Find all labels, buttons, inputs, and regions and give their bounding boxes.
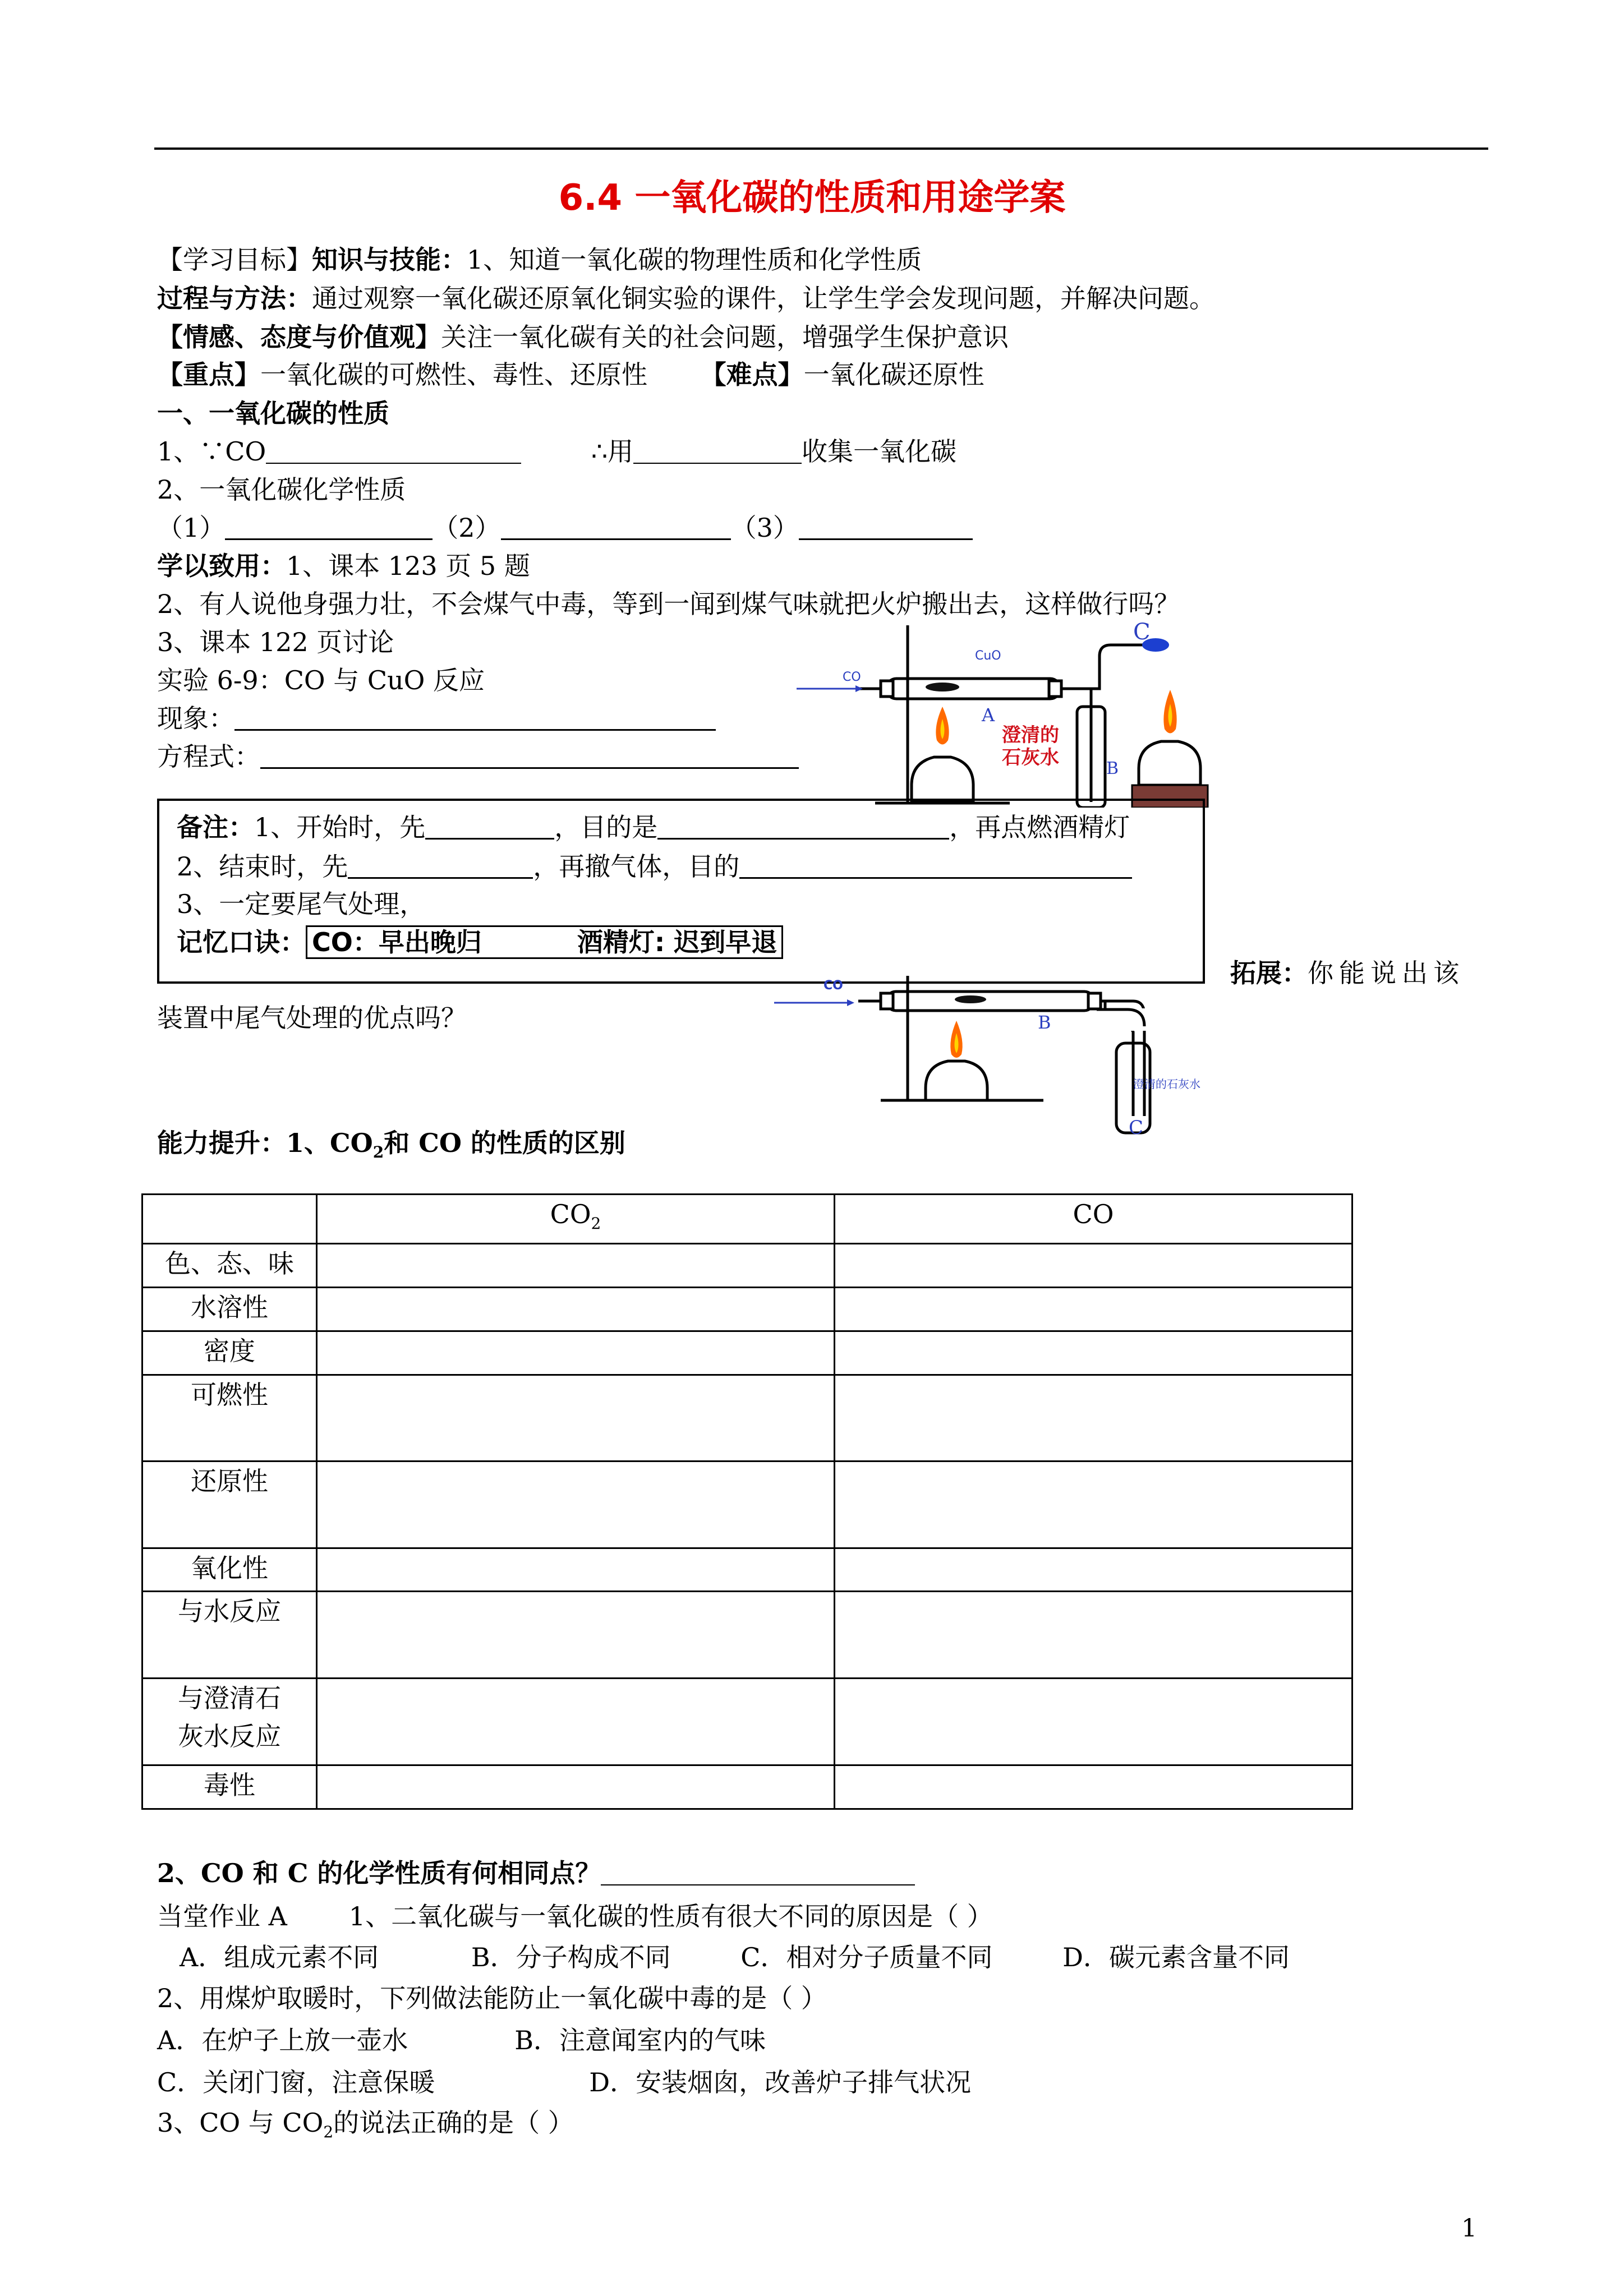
question-2-blanks xyxy=(157,508,973,547)
question-2: 2、一氧化碳化学性质 xyxy=(157,474,406,505)
row-label: 密度 xyxy=(142,1331,317,1375)
q1-option-b[interactable]: B．分子构成不同 xyxy=(471,1942,671,1972)
row-label: 色、态、味 xyxy=(142,1244,317,1288)
key-point-text: 一氧化碳的可燃性、毒性、还原性 xyxy=(260,359,647,390)
table-head-co: CO xyxy=(835,1195,1352,1244)
notes-blank2[interactable] xyxy=(657,811,949,840)
q2-option-c[interactable]: C．关闭门窗，注意保暖 xyxy=(157,2067,435,2097)
fig2-limewater-label: 澄清的石灰水 xyxy=(1133,1077,1200,1091)
fig1-limewater-label2: 石灰水 xyxy=(1002,746,1059,769)
ability-line xyxy=(157,1123,625,1172)
notes-l1-b: ，目的是 xyxy=(554,812,658,842)
memo-lamp: 酒精灯: 迟到早退 xyxy=(577,927,778,957)
fig1-label-a: A xyxy=(982,704,995,726)
homework-q2: 2、用煤炉取暖时，下列做法能防止一氧化碳中毒的是（ ） xyxy=(157,1983,827,2013)
phenomenon-label: 现象： xyxy=(157,703,234,734)
objectives-bracket: 【学习目标】 xyxy=(157,245,312,275)
q2-item3-label: （3） xyxy=(730,513,799,543)
table-corner xyxy=(142,1195,317,1244)
q1-blank2[interactable] xyxy=(633,436,802,464)
notes-l1-c: ，再点燃酒精灯 xyxy=(949,812,1130,842)
co2-cell[interactable] xyxy=(317,1461,835,1548)
row-label: 还原性 xyxy=(142,1461,317,1548)
apply-line3: 3、课本 122 页讨论 xyxy=(157,627,394,657)
q1-middle: ∴用 xyxy=(591,436,634,467)
process-label: 过程与方法： xyxy=(157,283,312,313)
co-cell[interactable] xyxy=(835,1288,1352,1331)
notes-line1 xyxy=(177,808,1130,847)
fig1-label-b: B xyxy=(1106,759,1119,778)
phenomenon-line xyxy=(157,699,716,738)
co2-cell[interactable] xyxy=(317,1765,835,1809)
objectives-line1 xyxy=(157,240,922,279)
apparatus-figure-2 xyxy=(774,976,1257,1138)
co-cell[interactable] xyxy=(835,1679,1352,1765)
difficulty-label: 【难点】 xyxy=(700,359,804,390)
co2-cell[interactable] xyxy=(317,1679,835,1765)
ability-text-b: 和 CO 的性质的区别 xyxy=(384,1128,625,1158)
exhaust-tube xyxy=(1060,645,1144,689)
q2-option-a[interactable]: A．在炉子上放一壶水 xyxy=(157,2025,408,2055)
extension-label-line xyxy=(1230,953,1465,993)
co2-cell[interactable] xyxy=(317,1288,835,1331)
page-number: 1 xyxy=(1461,2214,1477,2243)
q2-blank1[interactable] xyxy=(225,511,433,540)
table-row xyxy=(142,1765,1352,1809)
co-cell[interactable] xyxy=(835,1765,1352,1809)
table-row xyxy=(142,1679,1352,1765)
homework-q1-options xyxy=(180,1938,1290,1977)
homework-label: 当堂作业 A xyxy=(157,1901,287,1931)
q1-option-d[interactable]: D．碳元素含量不同 xyxy=(1062,1942,1290,1972)
q1-prefix: 1、∵CO xyxy=(157,436,266,467)
same-property-text: 2、CO 和 C 的化学性质有何相同点？ xyxy=(157,1858,601,1888)
homework-q1-line xyxy=(157,1897,993,1936)
emotion-text: 关注一氧化碳有关的社会问题，增强学生保护意识 xyxy=(441,322,1009,352)
memo-label: 记忆口诀： xyxy=(177,927,306,957)
notes-line2 xyxy=(177,847,1132,886)
notes-l2-b: ，再撤气体，目的 xyxy=(533,851,740,882)
extension-text1: 你能说出该 xyxy=(1308,958,1465,988)
phenomenon-blank[interactable] xyxy=(234,702,716,731)
notes-label: 备注： xyxy=(177,812,254,842)
alcohol-lamp-2 xyxy=(926,1061,987,1100)
q1-blank1[interactable] xyxy=(266,436,521,464)
ability-label: 能力提升： xyxy=(157,1128,286,1158)
same-property-question xyxy=(157,1854,915,1893)
question-1 xyxy=(157,432,956,471)
co-cell[interactable] xyxy=(835,1548,1352,1592)
co-cell[interactable] xyxy=(835,1461,1352,1548)
memo-co: CO：早出晚归 xyxy=(312,927,482,957)
apply-line2: 2、有人说他身强力壮，不会煤气中毒，等到一闻到煤气味就把火炉搬出去，这样做行吗？ xyxy=(157,589,1180,619)
difficulty-text: 一氧化碳还原性 xyxy=(803,359,984,390)
q2-blank3[interactable] xyxy=(799,511,973,540)
memo-line xyxy=(177,923,783,962)
alcohol-lamp-c xyxy=(1139,741,1200,785)
table-row xyxy=(142,1592,1352,1679)
experiment-title: 实验 6-9：CO 与 CuO 反应 xyxy=(157,665,485,695)
co-cell[interactable] xyxy=(835,1244,1352,1288)
fig1-label-c: C xyxy=(1133,623,1151,645)
q1-option-c[interactable]: C．相对分子质量不同 xyxy=(740,1942,993,1972)
section1-heading: 一、一氧化碳的性质 xyxy=(157,398,389,428)
homework-q1: 1、二氧化碳与一氧化碳的性质有很大不同的原因是（ ） xyxy=(348,1901,993,1931)
fig1-limewater-label1: 澄清的 xyxy=(1002,724,1059,746)
row-label: 毒性 xyxy=(142,1765,317,1809)
equation-label: 方程式： xyxy=(157,741,260,772)
notes-line3: 3、一定要尾气处理， xyxy=(177,889,426,919)
fig2-label-b: B xyxy=(1038,1012,1051,1033)
q2-option-b[interactable]: B．注意闻室内的气味 xyxy=(514,2025,766,2055)
co2-cell[interactable] xyxy=(317,1375,835,1461)
glass-tube-2 xyxy=(886,992,1094,1011)
process-text: 通过观察一氧化碳还原氧化铜实验的课件，让学生学会发现问题，并解决问题。 xyxy=(312,283,1215,313)
row-label: 与澄清石 灰水反应 xyxy=(142,1679,317,1765)
notes-blank1[interactable] xyxy=(425,811,554,840)
apparatus-figure-1 xyxy=(797,623,1234,808)
table-row xyxy=(142,1461,1352,1548)
row-label: 氧化性 xyxy=(142,1548,317,1592)
notes-l1-a: 1、开始时，先 xyxy=(254,812,426,842)
homework-q2-options-ab xyxy=(157,2021,766,2060)
extension-label: 拓展： xyxy=(1230,958,1308,988)
fig2-co-label: CO xyxy=(823,979,843,993)
comparison-table xyxy=(141,1193,1353,1810)
knowledge-label: 知识与技能： xyxy=(312,245,467,275)
table-row xyxy=(142,1548,1352,1592)
objectives-line3 xyxy=(157,317,1009,357)
cuo-sample xyxy=(926,683,959,691)
q2-item2-label: （2） xyxy=(433,513,501,543)
co-cell[interactable] xyxy=(835,1375,1352,1461)
row-label: 可燃性 xyxy=(142,1375,317,1461)
alcohol-lamp-a xyxy=(912,757,973,802)
q1-suffix: 收集一氧化碳 xyxy=(802,436,957,467)
notes-blank3[interactable] xyxy=(348,850,533,879)
q1-option-a[interactable]: A．组成元素不同 xyxy=(180,1942,379,1972)
key-point-label: 【重点】 xyxy=(157,359,260,390)
table-row xyxy=(142,1244,1352,1288)
ability-sub: 2 xyxy=(372,1143,384,1162)
apply-line1 xyxy=(157,546,530,585)
knowledge-text: 1、知道一氧化碳的物理性质和化学性质 xyxy=(467,245,922,275)
homework-q2-options-cd xyxy=(157,2063,971,2102)
table-row xyxy=(142,1331,1352,1375)
notes-blank4[interactable] xyxy=(739,850,1132,879)
co2-cell[interactable] xyxy=(317,1244,835,1288)
q2-item1-label: （1） xyxy=(157,513,226,543)
row-label: 水溶性 xyxy=(142,1288,317,1331)
table-head-co2: $CO_2$ xyxy=(317,1195,835,1244)
page-title: 6.4 一氧化碳的性质和用途学案 xyxy=(558,177,1066,219)
ability-text-a: 1、CO xyxy=(286,1128,373,1158)
co-cell[interactable] xyxy=(835,1331,1352,1375)
equation-blank[interactable] xyxy=(260,740,799,769)
objectives-line4 xyxy=(157,355,984,394)
apply-label: 学以致用： xyxy=(157,551,286,581)
header-rule xyxy=(154,147,1488,150)
fig1-cuo-label: CuO xyxy=(975,649,1001,663)
q2-blank2[interactable] xyxy=(501,511,731,540)
glass-tube xyxy=(886,679,1060,699)
apply-text: 1、课本 123 页 5 题 xyxy=(286,551,530,581)
co2-cell[interactable] xyxy=(317,1548,835,1592)
co-cell[interactable] xyxy=(835,1592,1352,1679)
objectives-line2 xyxy=(157,279,1215,318)
co2-cell[interactable] xyxy=(317,1331,835,1375)
fig2-label-c: C xyxy=(1129,1117,1144,1138)
q2-option-d[interactable]: D．安装烟囱，改善炉子排气状况 xyxy=(589,2067,972,2097)
row-label: 与水反应 xyxy=(142,1592,317,1679)
fig1-co-label: CO xyxy=(843,670,861,684)
emotion-label: 【情感、态度与价值观】 xyxy=(157,322,441,352)
table-row xyxy=(142,1288,1352,1331)
homework-q3: 3、CO 与 $CO_2$的说法正确的是（ ） xyxy=(157,2108,574,2142)
table-row xyxy=(142,1375,1352,1461)
equation-line xyxy=(157,737,799,776)
same-property-blank[interactable] xyxy=(601,1857,915,1885)
extension-text2: 装置中尾气处理的优点吗？ xyxy=(157,1003,467,1033)
notes-l2-a: 2、结束时，先 xyxy=(177,851,348,882)
memo-mnemonic xyxy=(306,925,783,959)
co2-cell[interactable] xyxy=(317,1592,835,1679)
table-header-row xyxy=(142,1195,1352,1244)
